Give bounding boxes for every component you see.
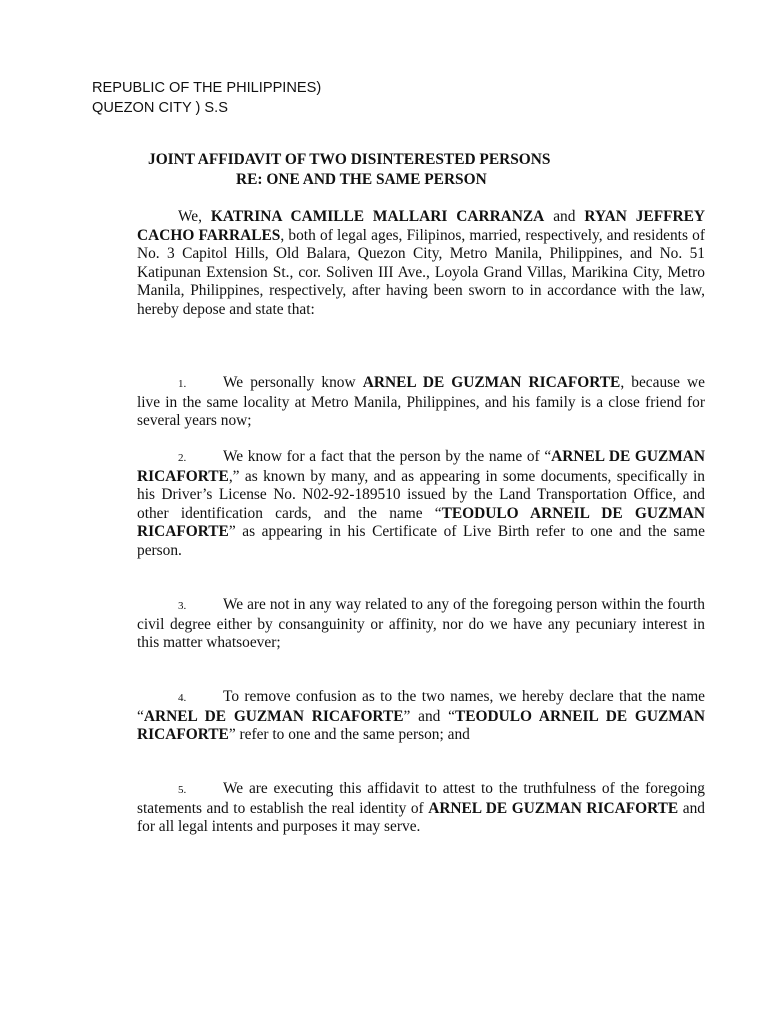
paragraph-number: 3. bbox=[178, 600, 187, 612]
paragraph-number: 5. bbox=[178, 784, 187, 796]
subject-name: ARNEL DE GUZMAN RICAFORTE bbox=[143, 707, 404, 725]
venue-city-line: QUEZON CITY ) S.S bbox=[92, 100, 228, 116]
paragraph-text: We are not in any way related to any of the foregoing person within the fourth civil degree either by consanguinity or affinity, nor do we have any pecuniary interest in this matter whatsoever; bbox=[137, 596, 705, 651]
paragraph-text: We know for a fact that the person by the name of “ bbox=[223, 448, 552, 465]
paragraph-4 bbox=[137, 688, 705, 745]
affiant-1-name: KATRINA CAMILLE MALLARI CARRANZA bbox=[210, 208, 545, 225]
subject-name: ARNEL DE GUZMAN RICAFORTE bbox=[428, 799, 679, 817]
subject-name: ARNEL DE GUZMAN RICAFORTE bbox=[137, 448, 705, 485]
paragraph-5 bbox=[137, 780, 705, 837]
title-line-2: RE: ONE AND THE SAME PERSON bbox=[236, 171, 487, 188]
paragraph-text: We personally know bbox=[223, 374, 363, 391]
birth-certificate-name: TEODULO ARNEIL DE GUZMAN RICAFORTE bbox=[137, 707, 705, 743]
paragraph-text: To remove confusion as to the two names, we hereby declare that the name “ bbox=[137, 688, 705, 725]
paragraph-number: 2. bbox=[178, 452, 187, 464]
paragraph-2 bbox=[137, 448, 705, 560]
venue-republic-line: REPUBLIC OF THE PHILIPPINES) bbox=[92, 80, 322, 96]
paragraph-1 bbox=[137, 374, 705, 431]
paragraph-text: ” refer to one and the same person; and bbox=[228, 726, 470, 743]
intro-and: and bbox=[544, 208, 585, 225]
intro-we: We, bbox=[178, 208, 211, 225]
paragraph-text: and for all legal intents and purposes it may serve. bbox=[137, 799, 705, 835]
paragraph-text: ” as appearing in his Certificate of Live Birth refer to one and the same person. bbox=[137, 523, 705, 559]
paragraph-text: ,” as known by many, and as appearing in some documents, specifically in his Driver’s License No. N02-92-189510 issued by the Land Transportation Office, and other identification cards, and the name “ bbox=[137, 467, 705, 522]
subject-name: ARNEL DE GUZMAN RICAFORTE bbox=[362, 374, 621, 391]
affiant-2-name: RYAN JEFFREY CACHO FARRALES bbox=[137, 208, 705, 244]
venue-header bbox=[92, 78, 321, 118]
title-line-1: JOINT AFFIDAVIT OF TWO DISINTERESTED PERSONS bbox=[148, 151, 551, 168]
paragraph-number: 1. bbox=[178, 378, 187, 390]
intro-paragraph bbox=[137, 208, 705, 319]
paragraph-3 bbox=[137, 596, 705, 653]
paragraph-text: ” and “ bbox=[403, 707, 455, 725]
intro-rest: , both of legal ages, Filipinos, married, respectively, and residents of No. 3 Capitol Hills, Old Balara, Quezon City, Metro Manila, Philippines, and No. 51 Katipunan Extension St., cor. Soliven III Ave., Loyola Grand Villas, Marikina City, Metro Manila, Philippines, respectively, after having been sworn to in accordance with the law, hereby depose and state that: bbox=[137, 226, 705, 318]
paragraph-number: 4. bbox=[178, 692, 187, 704]
birth-certificate-name: TEODULO ARNEIL DE GUZMAN RICAFORTE bbox=[137, 504, 705, 540]
paragraph-text: We are executing this affidavit to attest to the truthfulness of the foregoing statements and to establish the real identity of bbox=[137, 780, 705, 817]
paragraph-text: , because we live in the same locality at Metro Manila, Philippines, and his family is a close friend for several years now; bbox=[137, 374, 705, 429]
